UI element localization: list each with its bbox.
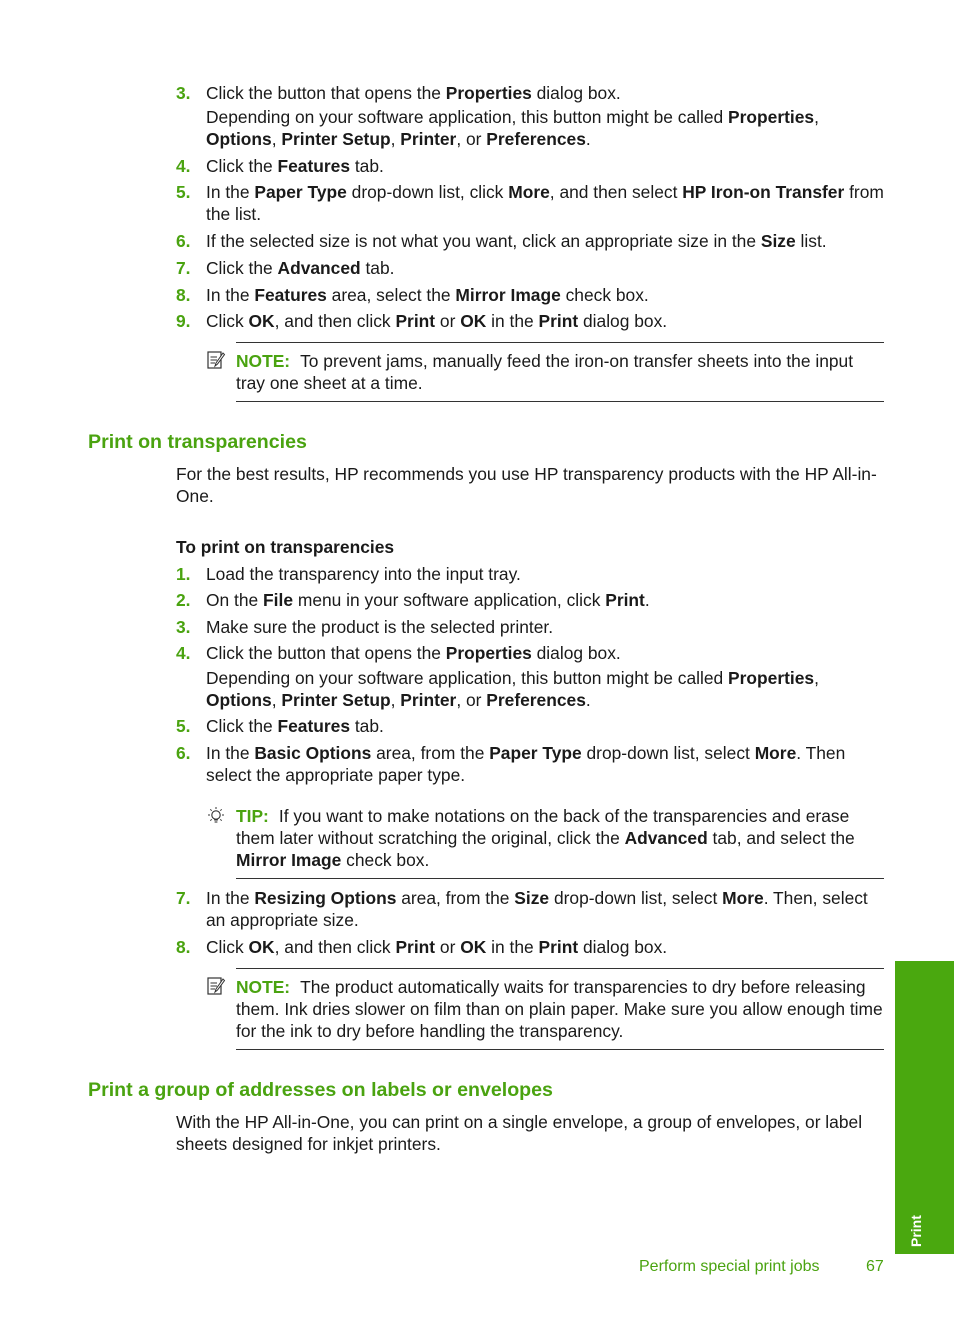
- chapter-tab-label: Print: [908, 1215, 924, 1247]
- step-text: Click the button that opens the Properties dialog box.: [206, 643, 621, 663]
- step-number: 4.: [176, 643, 191, 663]
- ui-term: Basic Options: [254, 743, 372, 763]
- ui-term: Resizing Options: [254, 888, 397, 908]
- ui-term: Properties: [728, 668, 815, 688]
- ui-term: Printer Setup: [281, 690, 391, 710]
- step-text: On the File menu in your software application, click Print.: [206, 590, 650, 610]
- ui-term: OK: [248, 937, 275, 957]
- step-number: 5.: [176, 716, 191, 736]
- step-number: 6.: [176, 231, 191, 251]
- ui-term: Print: [538, 937, 579, 957]
- ui-term: Size: [760, 231, 796, 251]
- step-number: 8.: [176, 285, 191, 305]
- step-text: In the Paper Type drop-down list, click More, and then select HP Iron-on Transfer from the list.: [206, 182, 884, 224]
- step-b-4-continuation: Depending on your software application, this button might be called Properties, Options, Printer Setup, Printer, or Preferences.: [206, 668, 819, 710]
- note-label: NOTE:: [236, 351, 291, 371]
- step-text: Click OK, and then click Print or OK in the Print dialog box.: [206, 937, 668, 957]
- ui-term: Advanced: [277, 258, 361, 278]
- tip-rule-bottom: [236, 878, 884, 879]
- section-intro: For the best results, HP recommends you use HP transparency products with the HP All-in-One.: [176, 464, 877, 506]
- step-number: 7.: [176, 888, 191, 908]
- step-text: Click the Features tab.: [206, 156, 384, 176]
- step-number: 2.: [176, 590, 191, 610]
- ui-term: Print: [605, 590, 645, 610]
- page-number: 67: [866, 1258, 884, 1275]
- note-rule-top: [236, 342, 884, 343]
- note-text: NOTE: To prevent jams, manually feed the iron-on transfer sheets into the input tray one sheet at a time.: [236, 351, 854, 393]
- step-number: 6.: [176, 743, 191, 763]
- section-intro: With the HP All-in-One, you can print on a single envelope, a group of envelopes, or label sheets designed for inkjet printers.: [176, 1112, 863, 1154]
- step-number: 5.: [176, 182, 191, 202]
- note-text: NOTE: The product automatically waits for transparencies to dry before releasing them. Ink dries slower on film than on plain paper. Make sure you allow enough time for the ink to dry before handling the transparency.: [236, 977, 883, 1041]
- note-icon: [206, 976, 226, 996]
- note-label: NOTE:: [236, 977, 291, 997]
- lightbulb-icon: [206, 806, 226, 826]
- step-text: Click OK, and then click Print or OK in the Print dialog box.: [206, 311, 668, 331]
- ui-term: OK: [460, 311, 487, 331]
- step-number: 3.: [176, 617, 191, 637]
- chapter-tab: [895, 961, 954, 1254]
- ui-term: Features: [254, 285, 327, 305]
- note-rule-top: [236, 968, 884, 969]
- ui-term: Preferences: [486, 129, 586, 149]
- ui-term: Print: [395, 311, 436, 331]
- ui-term: OK: [460, 937, 487, 957]
- tip-label: TIP:: [236, 806, 269, 826]
- ui-term: More: [754, 743, 797, 763]
- step-text: In the Resizing Options area, from the Size drop-down list, select More. Then, select an appropriate size.: [206, 888, 868, 930]
- footer-section-title: Perform special print jobs: [639, 1258, 820, 1275]
- ui-term: File: [263, 590, 294, 610]
- ui-term: Options: [206, 129, 272, 149]
- ui-term: Size: [514, 888, 550, 908]
- note-rule-bottom: [236, 1049, 884, 1050]
- section-heading-labels: Print a group of addresses on labels or envelopes: [88, 1079, 553, 1101]
- step-text: Click the Advanced tab.: [206, 258, 395, 278]
- ui-term: Print: [538, 311, 579, 331]
- ui-term: Printer: [400, 690, 457, 710]
- step-number: 1.: [176, 564, 191, 584]
- step-number: 8.: [176, 937, 191, 957]
- ui-term: More: [722, 888, 764, 908]
- ui-term: Mirror Image: [455, 285, 561, 305]
- note-icon: [206, 350, 226, 370]
- ui-term: HP Iron-on Transfer: [682, 182, 845, 202]
- ui-term: Options: [206, 690, 272, 710]
- ui-term: Features: [277, 716, 351, 736]
- tip-text: TIP: If you want to make notations on the back of the transparencies and erase them later without scratching the original, click the Advanced tab, and select the Mirror Image check box.: [236, 806, 855, 870]
- step-text: Load the transparency into the input tray.: [206, 564, 521, 584]
- ui-term: Print: [395, 937, 436, 957]
- ui-term: Properties: [728, 107, 815, 127]
- ui-term: Paper Type: [489, 743, 582, 763]
- ui-term: Features: [277, 156, 351, 176]
- step-number: 3.: [176, 83, 191, 103]
- ui-term: OK: [248, 311, 275, 331]
- step-number: 7.: [176, 258, 191, 278]
- step-number: 9.: [176, 311, 191, 331]
- step-text: In the Features area, select the Mirror Image check box.: [206, 285, 649, 305]
- step-a-3-continuation: Depending on your software application, this button might be called Properties, Options, Printer Setup, Printer, or Preferences.: [206, 107, 819, 149]
- step-text: If the selected size is not what you want, click an appropriate size in the Size list.: [206, 231, 827, 251]
- step-number: 4.: [176, 156, 191, 176]
- ui-term: Advanced: [624, 828, 708, 848]
- ui-term: Preferences: [486, 690, 586, 710]
- ui-term: Properties: [445, 643, 532, 663]
- ui-term: Printer Setup: [281, 129, 391, 149]
- ui-term: Properties: [445, 83, 532, 103]
- step-text: Click the button that opens the Properties dialog box.: [206, 83, 621, 103]
- ui-term: Paper Type: [254, 182, 347, 202]
- section-heading-transparencies: Print on transparencies: [88, 431, 307, 453]
- step-text: Make sure the product is the selected printer.: [206, 617, 554, 637]
- ui-term: Printer: [400, 129, 457, 149]
- step-text: Click the Features tab.: [206, 716, 384, 736]
- procedure-title: To print on transparencies: [176, 537, 395, 557]
- note-rule-bottom: [236, 401, 884, 402]
- ui-term: Mirror Image: [236, 850, 342, 870]
- step-text: In the Basic Options area, from the Paper Type drop-down list, select More. Then select the appropriate paper type.: [206, 743, 846, 785]
- ui-term: More: [508, 182, 550, 202]
